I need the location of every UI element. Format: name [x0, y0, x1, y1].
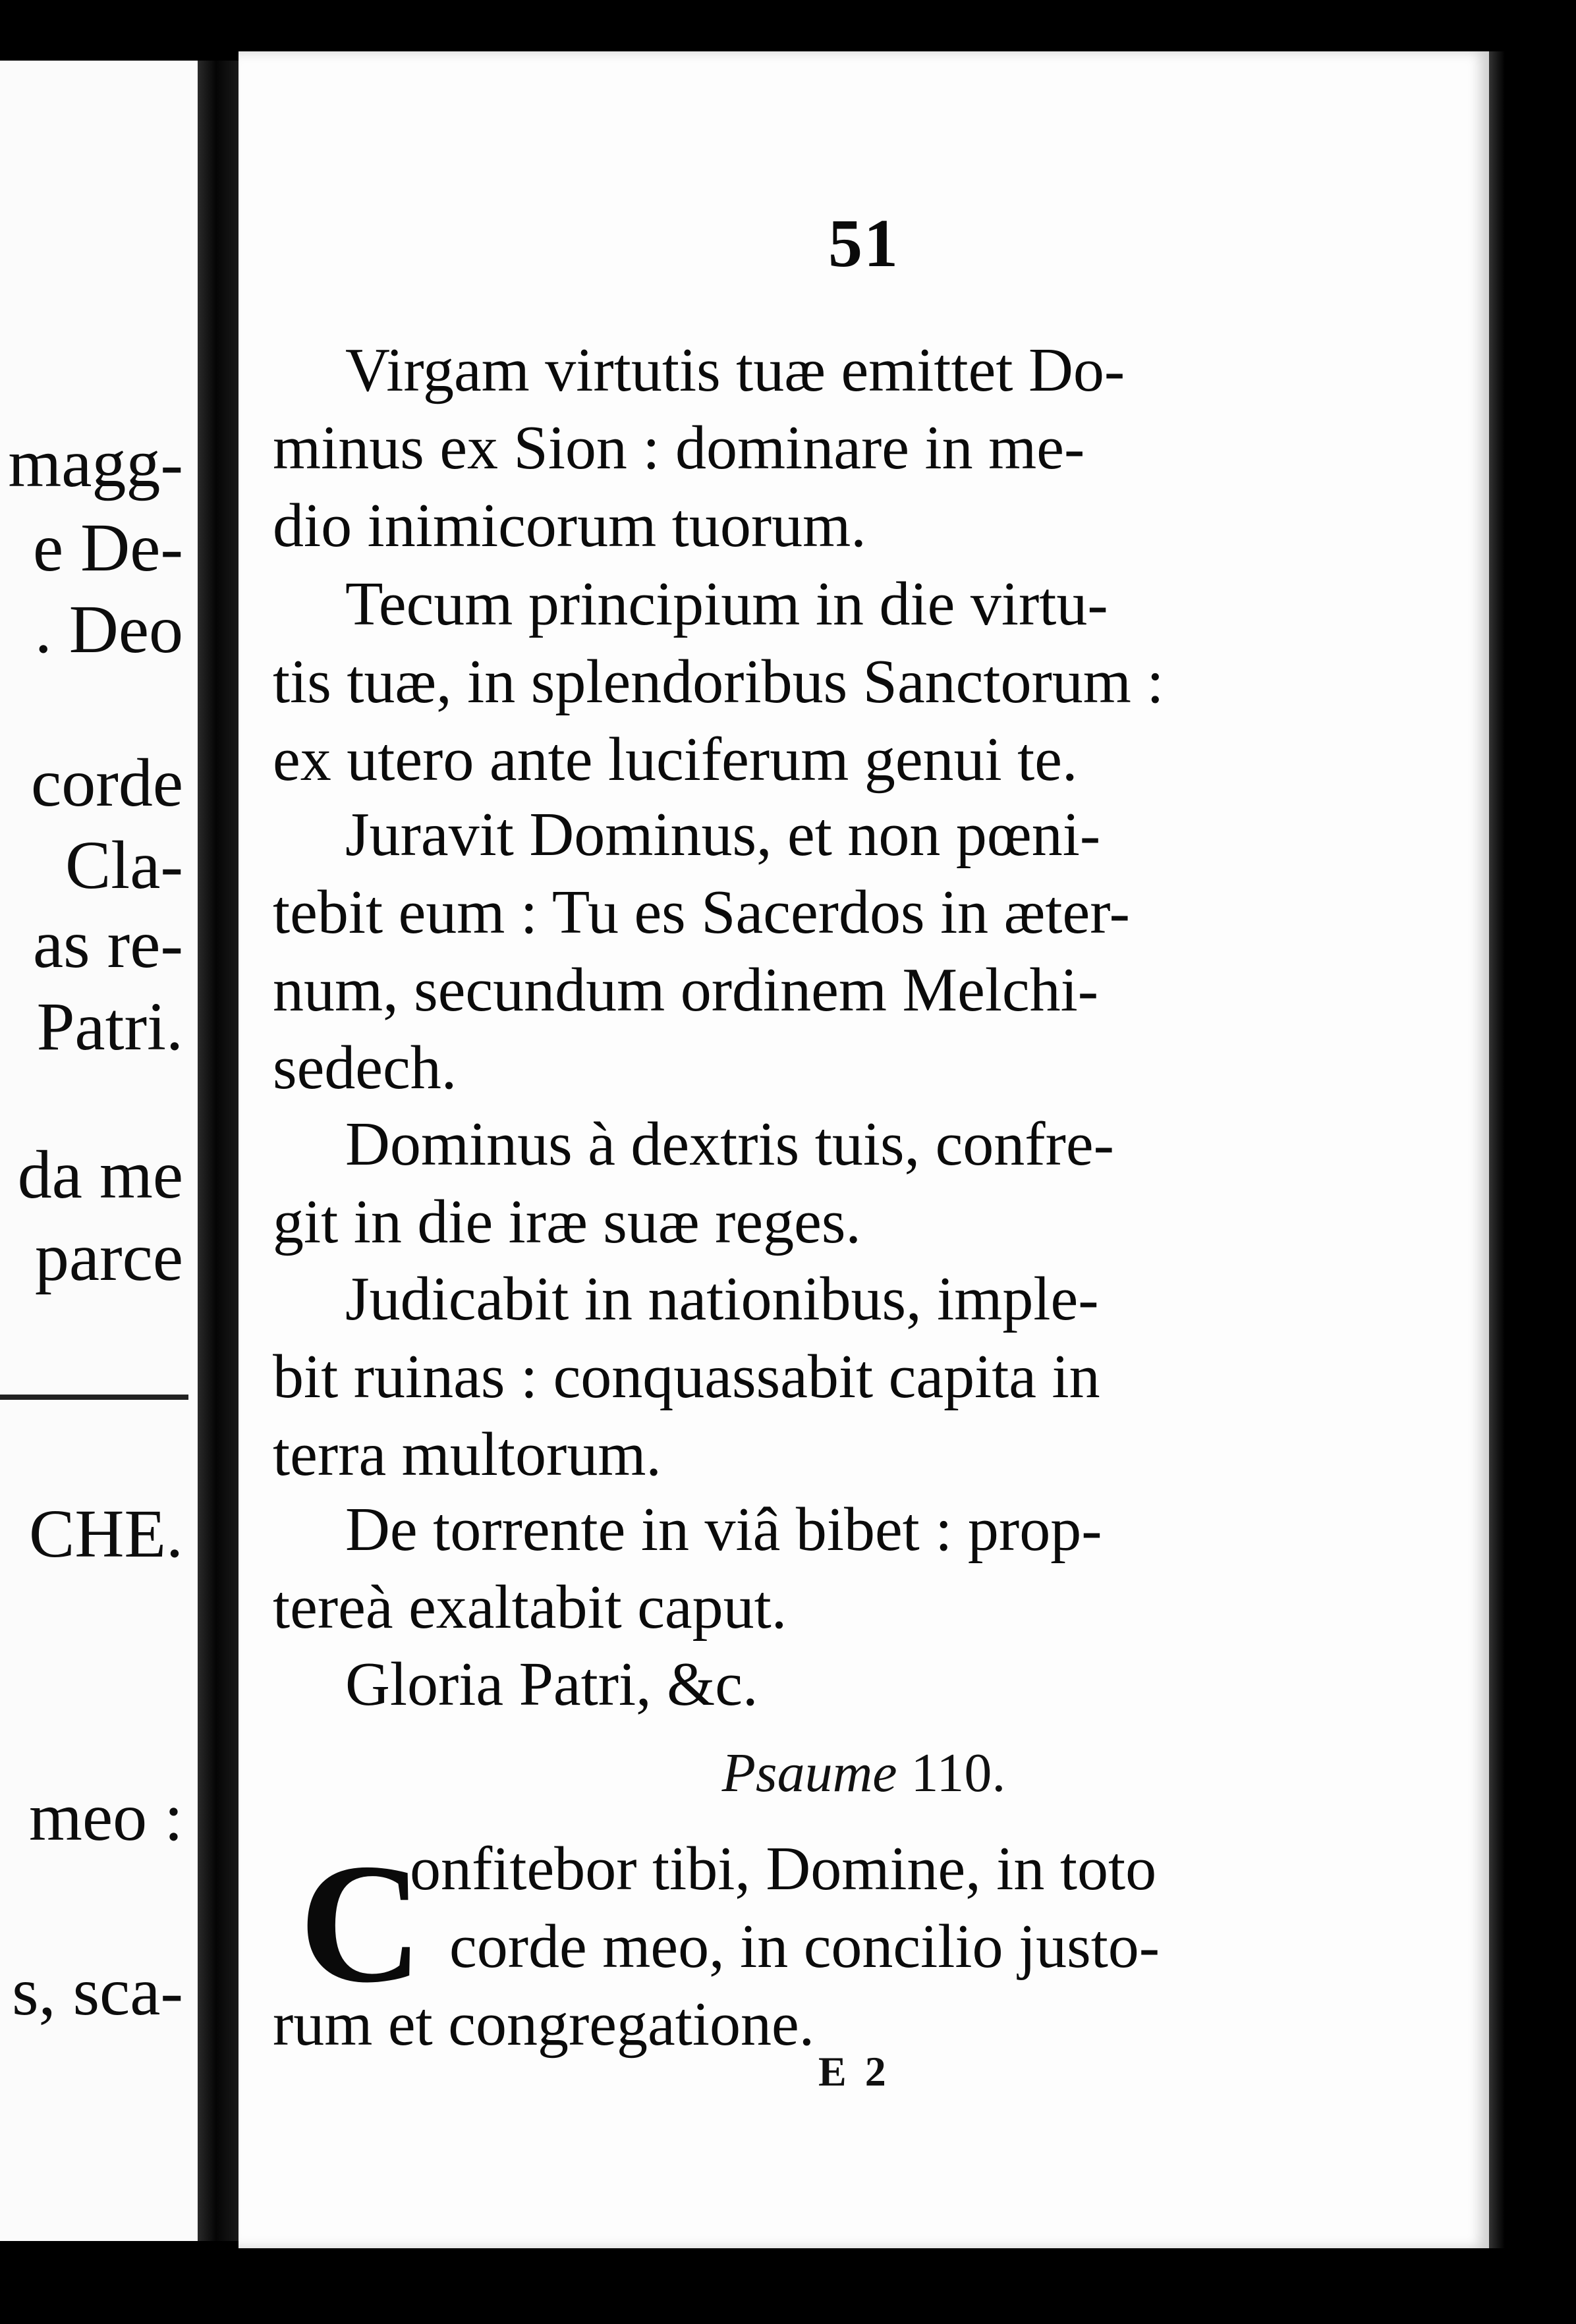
- verse-line: bit ruinas : conquassabit capita in: [273, 1342, 1100, 1411]
- psalm-heading-label: Psaume: [721, 1742, 897, 1804]
- psalm-heading: [239, 1741, 1489, 1805]
- verse: [273, 1646, 1327, 1723]
- left-page-line: magg-: [8, 426, 183, 501]
- signature-mark: E 2: [818, 2048, 890, 2095]
- verse-line: Gloria Patri, &c.: [345, 1650, 758, 1719]
- verse-line: terra multorum.: [273, 1420, 661, 1489]
- left-page-line: CHE.: [29, 1496, 183, 1572]
- right-page: [239, 51, 1489, 2248]
- verse-line: git in die iræ suæ reges.: [273, 1188, 861, 1256]
- verse: [273, 1491, 1327, 1646]
- left-page-line: s, sca-: [12, 1954, 183, 2030]
- page-number: 51: [828, 206, 899, 281]
- verse-line: Tecum principium in die virtu-: [345, 570, 1108, 638]
- verse: [273, 796, 1327, 1107]
- psalm-line: corde meo, in concilio justo-: [449, 1912, 1160, 1981]
- left-page-line: corde: [31, 745, 183, 821]
- verse: [273, 1260, 1327, 1493]
- left-page-line: e De-: [32, 510, 183, 586]
- book-gutter: [198, 61, 239, 2241]
- drop-cap-letter: C: [299, 1829, 423, 2018]
- verse-line: Dominus à dextris tuis, confre-: [345, 1110, 1114, 1178]
- psalm-line: rum et congregatione.: [273, 1990, 815, 2059]
- left-page: [0, 61, 198, 2241]
- verse: [273, 1105, 1327, 1261]
- verse-line: Virgam virtutis tuæ emittet Do-: [345, 336, 1125, 404]
- verse-line: Judicabit in nationibus, imple-: [345, 1265, 1099, 1333]
- left-page-line: as re-: [32, 906, 183, 982]
- left-page-line: Cla-: [65, 827, 183, 903]
- page-edge-shadow: [1489, 51, 1505, 2248]
- verse: [273, 331, 1327, 565]
- verse-line: De torrente in viâ bibet : prop-: [345, 1495, 1102, 1564]
- verse-line: ex utero ante luciferum genui te.: [273, 725, 1078, 794]
- verse-line: sedech.: [273, 1034, 457, 1102]
- psalm-line: onfitebor tibi, Domine, in toto: [410, 1835, 1157, 1903]
- verse-line: tebit eum : Tu es Sacerdos in æter-: [273, 878, 1130, 947]
- psalm-heading-number: 110.: [911, 1742, 1006, 1804]
- left-page-line: meo :: [29, 1779, 183, 1855]
- verse-line: dio inimicorum tuorum.: [273, 491, 866, 560]
- verse: [273, 565, 1327, 798]
- verse-line: Juravit Dominus, et non pœni-: [345, 800, 1101, 869]
- left-page-line: . Deo: [34, 592, 183, 667]
- left-page-line: parce: [34, 1219, 183, 1295]
- section-divider: [0, 1395, 188, 1400]
- verse-line: minus ex Sion : dominare in me-: [273, 414, 1085, 482]
- left-page-line: Patri.: [36, 989, 183, 1065]
- verse-line: tereà exaltabit caput.: [273, 1573, 787, 1642]
- verse-line: tis tuæ, in splendoribus Sanctorum :: [273, 648, 1164, 716]
- left-page-line: da me: [17, 1137, 183, 1213]
- verse-line: num, secundum ordinem Melchi-: [273, 956, 1099, 1024]
